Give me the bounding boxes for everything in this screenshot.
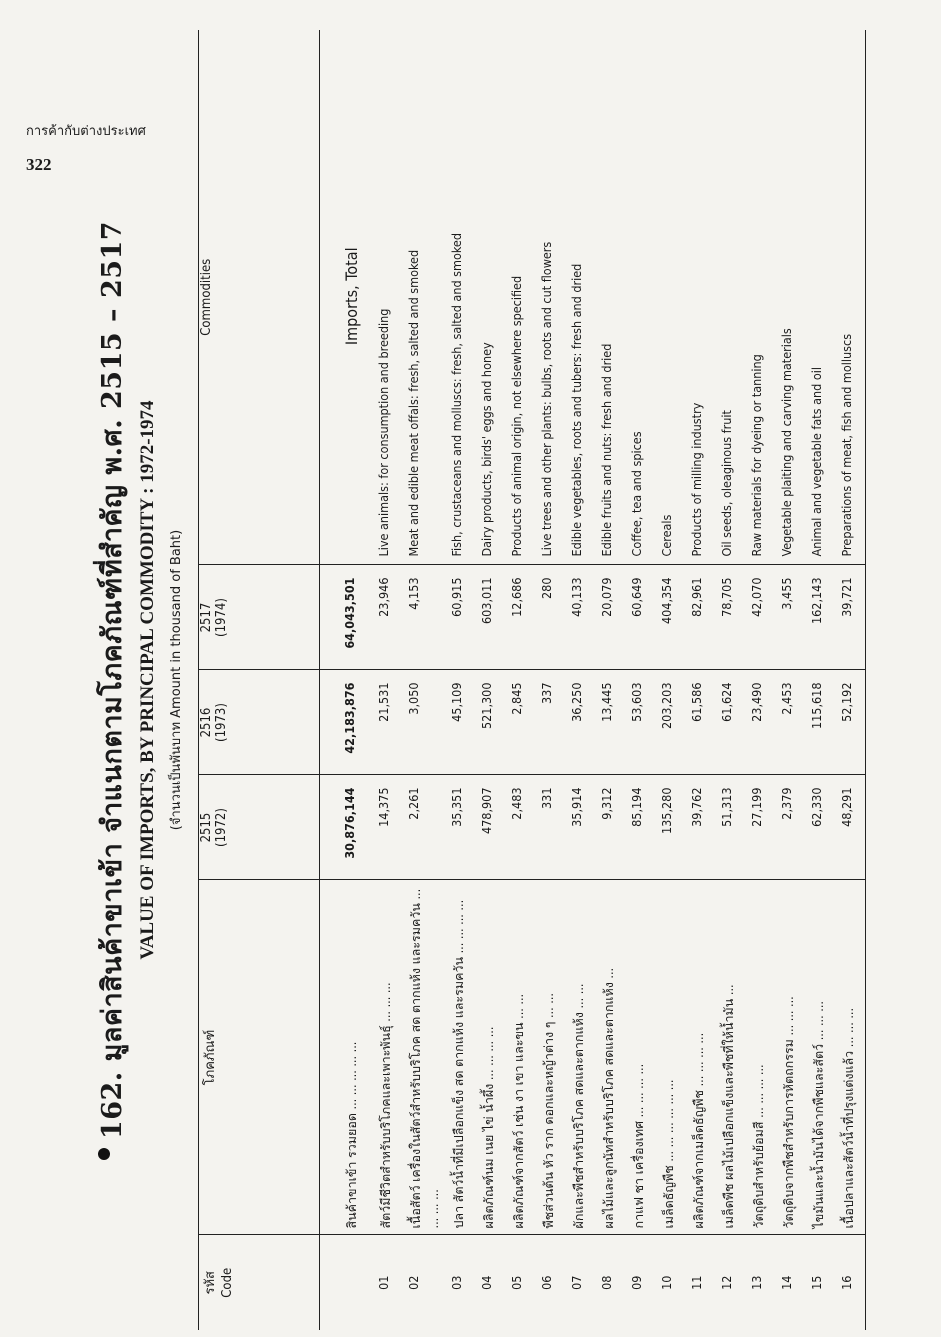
title-english: VALUE OF IMPORTS, BY PRINCIPAL COMMODITY : 1972-1974 — [137, 400, 158, 960]
row-code: 11 — [685, 1235, 715, 1330]
row-commodity-en: Edible vegetables, roots and tubers: fresh and dried — [569, 263, 584, 557]
row-value-1974: 23,946 — [372, 565, 402, 670]
header-year-1974-ad: (1974) — [214, 598, 229, 637]
total-label-en: Imports, Total — [342, 247, 361, 346]
row-code: 05 — [505, 1235, 535, 1330]
total-row — [320, 30, 373, 1330]
row-value-1973: 2,845 — [505, 670, 535, 775]
header-commodity-th: โภคภัณฑ์ — [199, 880, 320, 1235]
total-1973: 42,183,876 — [320, 670, 373, 775]
row-value-1974: 3,455 — [775, 565, 805, 670]
header-year-1974 — [199, 565, 320, 670]
row-code: 08 — [595, 1235, 625, 1330]
row-value-1973: 521,300 — [475, 670, 505, 775]
header-code-th: รหัส — [203, 1271, 218, 1295]
row-commodity-en: Cereals — [659, 514, 674, 557]
row-value-1973: 36,250 — [565, 670, 595, 775]
row-value-1972: 14,375 — [372, 775, 402, 880]
row-commodity-en: Preparations of meat, fish and molluscs — [835, 30, 866, 565]
row-code: 10 — [655, 1235, 685, 1330]
row-commodity-th: เมล็ดพืช ผลไม้เปลือกแข็งและพืชที่ให้น้ำมัน ... — [715, 880, 745, 1235]
row-commodity-en: Live trees and other plants: bulbs, roots and cut flowers — [539, 241, 554, 557]
header-code — [199, 1235, 320, 1330]
row-value-1972: 85,194 — [625, 775, 655, 880]
section-title: การค้ากับต่างประเทศ — [26, 124, 146, 139]
row-value-1972: 2,483 — [505, 775, 535, 880]
row-value-1972: 51,313 — [715, 775, 745, 880]
table-header-row — [199, 30, 320, 1330]
row-code: 14 — [775, 1235, 805, 1330]
table-row — [475, 30, 505, 1330]
table-body — [320, 30, 866, 1330]
row-code: 04 — [475, 1235, 505, 1330]
row-value-1973: 21,531 — [372, 670, 402, 775]
units-note: (จำนวนเป็นพันบาท Amount in thousand of Baht) — [169, 529, 184, 831]
table-row — [445, 30, 475, 1330]
row-value-1972: 2,379 — [775, 775, 805, 880]
row-commodity-th: เนื้อสัตว์ เครื่องในสัตว์สำหรับบริโภค สด ตากแห้ง และรมควัน ... ... ... ... — [402, 880, 445, 1235]
row-value-1973: 23,490 — [745, 670, 775, 775]
row-value-1974: 60,649 — [625, 565, 655, 670]
row-value-1974: 162,143 — [805, 565, 835, 670]
row-value-1974: 42,070 — [745, 565, 775, 670]
row-value-1972: 135,280 — [655, 775, 685, 880]
row-commodity-en: Animal and vegetable fats and oil — [809, 367, 824, 557]
row-code: 13 — [745, 1235, 775, 1330]
header-commodity-en: Commodities — [199, 30, 320, 565]
table-row — [625, 30, 655, 1330]
row-value-1972: 2,261 — [402, 775, 445, 880]
row-value-1974: 82,961 — [685, 565, 715, 670]
row-value-1974: 39,721 — [835, 565, 866, 670]
row-value-1972: 48,291 — [835, 775, 866, 880]
row-code: 12 — [715, 1235, 745, 1330]
row-commodity-en: Products of milling industry — [689, 402, 704, 557]
row-value-1974: 20,079 — [595, 565, 625, 670]
row-commodity-en: Products of animal origin, not elsewhere specified — [509, 275, 524, 557]
rotated-table-page — [90, 30, 856, 1330]
row-commodity-th: ปลา สัตว์น้ำที่มีเปลือกแข็ง สด ตากแห้ง และรมควัน ... ... ... ... — [445, 880, 475, 1235]
table-row — [805, 30, 835, 1330]
table-row — [745, 30, 775, 1330]
header-code-en: Code — [220, 1267, 235, 1298]
row-value-1973: 52,192 — [835, 670, 866, 775]
row-code: 15 — [805, 1235, 835, 1330]
table-row — [505, 30, 535, 1330]
row-value-1972: 62,330 — [805, 775, 835, 880]
header-year-1972-ad: (1972) — [214, 808, 229, 847]
row-commodity-en: Oil seeds, oleaginous fruit — [719, 410, 734, 557]
row-code: 06 — [535, 1235, 565, 1330]
table-row — [535, 30, 565, 1330]
row-value-1973: 337 — [535, 670, 565, 775]
row-value-1974: 404,354 — [655, 565, 685, 670]
row-value-1974: 40,133 — [565, 565, 595, 670]
table-row — [775, 30, 805, 1330]
row-value-1972: 9,312 — [595, 775, 625, 880]
row-code: 01 — [372, 1235, 402, 1330]
row-value-1972: 35,914 — [565, 775, 595, 880]
row-code: 02 — [402, 1235, 445, 1330]
row-commodity-en: Dairy products, birds' eggs and honey — [479, 342, 494, 557]
row-commodity-th: ผลิตภัณฑ์นม เนย ไข่ น้ำผึ้ง ... ... ... ... — [475, 880, 505, 1235]
row-commodity-th: ไขมันและน้ำมันได้จากพืชและสัตว์ ... ... ... — [805, 880, 835, 1235]
row-value-1974: 12,686 — [505, 565, 535, 670]
row-value-1973: 61,624 — [715, 670, 745, 775]
row-commodity-en: Edible fruits and nuts: fresh and dried — [599, 343, 614, 557]
row-commodity-th: เมล็ดธัญพืช ... ... ... ... ... ... — [655, 880, 685, 1235]
row-commodity-en: Meat and edible meat offals: fresh, salted and smoked — [406, 249, 421, 557]
row-value-1974: 78,705 — [715, 565, 745, 670]
row-code: 07 — [565, 1235, 595, 1330]
row-value-1974: 603,011 — [475, 565, 505, 670]
row-commodity-en: Vegetable plaiting and carving materials — [779, 328, 794, 557]
imports-table — [198, 30, 866, 1330]
table-titles — [90, 30, 186, 1330]
header-year-1973 — [199, 670, 320, 775]
row-value-1973: 13,445 — [595, 670, 625, 775]
row-value-1972: 39,762 — [685, 775, 715, 880]
row-commodity-en: Fish, crustaceans and molluscs: fresh, salted and smoked — [449, 233, 464, 557]
total-code — [320, 1235, 373, 1330]
row-value-1973: 53,603 — [625, 670, 655, 775]
row-code: 09 — [625, 1235, 655, 1330]
table-row — [655, 30, 685, 1330]
row-value-1973: 115,618 — [805, 670, 835, 775]
header-year-1972 — [199, 775, 320, 880]
row-commodity-th: กาแฟ ชา เครื่องเทศ ... ... ... ... — [625, 880, 655, 1235]
row-commodity-th: ผักและพืชสำหรับบริโภค สดและตากแห้ง ... ... — [565, 880, 595, 1235]
header-year-1974-be: 2517 — [199, 602, 214, 633]
table-row — [685, 30, 715, 1330]
table-row — [835, 30, 866, 1330]
row-commodity-th: ผลิตภัณฑ์จากสัตว์ เช่น งา เขา และขน ... ... — [505, 880, 535, 1235]
row-value-1972: 35,351 — [445, 775, 475, 880]
row-commodity-th: พืชส่วนต้น หัว ราก ดอกและหญ้าต่าง ๆ ... ... — [535, 880, 565, 1235]
table-row — [595, 30, 625, 1330]
row-commodity-en: Live animals: for consumption and breeding — [376, 308, 391, 557]
header-year-1973-be: 2516 — [199, 707, 214, 738]
row-value-1972: 331 — [535, 775, 565, 880]
row-code: 03 — [445, 1235, 475, 1330]
page-number: 322 — [26, 155, 52, 174]
table-row — [715, 30, 745, 1330]
row-value-1973: 203,203 — [655, 670, 685, 775]
row-value-1972: 478,907 — [475, 775, 505, 880]
header-year-1972-be: 2515 — [199, 812, 214, 843]
row-commodity-th: วัตถุดิบสำหรับย้อมสี ... ... ... ... — [745, 880, 775, 1235]
row-value-1974: 280 — [535, 565, 565, 670]
row-commodity-th: สัตว์มีชีวิตสำหรับบริโภคและเพาะพันธุ์ ... ... ... — [372, 880, 402, 1235]
table-row — [372, 30, 402, 1330]
row-commodity-th: ผลิตภัณฑ์จากเมล็ดธัญพืช ... ... ... ... — [685, 880, 715, 1235]
row-value-1973: 45,109 — [445, 670, 475, 775]
header-year-1973-ad: (1973) — [214, 703, 229, 742]
total-1972: 30,876,144 — [320, 775, 373, 880]
row-value-1972: 27,199 — [745, 775, 775, 880]
row-commodity-th: เนื้อปลาและสัตว์น้ำที่ปรุงแต่งแล้ว ... ... ... — [835, 880, 866, 1235]
row-value-1973: 2,453 — [775, 670, 805, 775]
title-thai: 162. มูลค่าสินค้าขาเข้า จำแนกตามโภคภัณฑ์ที่สำคัญ พ.ศ. 2515 – 2517 — [97, 220, 128, 1140]
row-value-1973: 61,586 — [685, 670, 715, 775]
total-1974: 64,043,501 — [320, 565, 373, 670]
table-row — [402, 30, 445, 1330]
row-commodity-th: วัตถุดิบจากพืชสำหรับการหัตถกรรม ... ... ... — [775, 880, 805, 1235]
row-value-1974: 4,153 — [402, 565, 445, 670]
row-value-1974: 60,915 — [445, 565, 475, 670]
row-value-1973: 3,050 — [402, 670, 445, 775]
total-label-th: สินค้าขาเข้า รวมยอด ... ... ... ... ... — [320, 880, 373, 1235]
table-row — [565, 30, 595, 1330]
row-code: 16 — [835, 1235, 866, 1330]
row-commodity-en: Raw materials for dyeing or tanning — [749, 354, 764, 557]
row-commodity-th: ผลไม้และลูกนัทสำหรับบริโภค สดและตากแห้ง ... — [595, 880, 625, 1235]
row-commodity-en: Coffee, tea and spices — [629, 431, 644, 557]
